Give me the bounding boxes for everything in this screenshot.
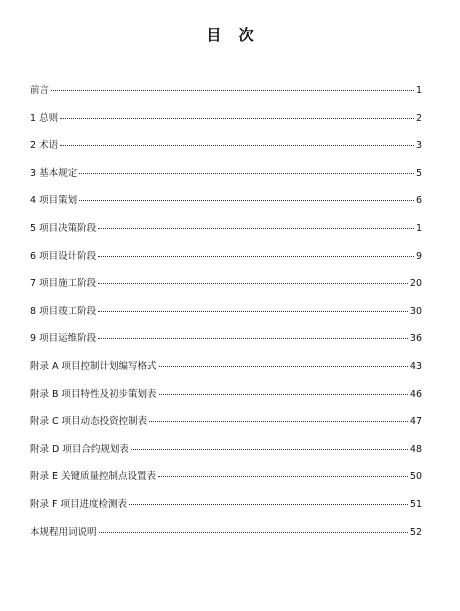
dot-leader (129, 504, 408, 505)
toc-entry-page-number: 1 (415, 222, 422, 234)
toc-entry[interactable] (30, 466, 422, 494)
toc-entry[interactable] (30, 384, 422, 412)
toc-entry-label: 7 项目施工阶段 (30, 278, 97, 290)
toc-entry[interactable] (30, 356, 422, 384)
toc-entry-page-number: 48 (409, 443, 422, 455)
toc-entry-page-number: 43 (409, 360, 422, 372)
toc-entry-label: 8 项目竣工阶段 (30, 305, 97, 317)
toc-entry-label: 2 术语 (30, 140, 59, 152)
toc-entry-label: 附录 F 项目进度检测表 (30, 498, 128, 510)
toc-entry-label: 前言 (30, 85, 50, 96)
toc-entry[interactable] (30, 522, 422, 550)
toc-entry-label: 3 基本规定 (30, 167, 78, 179)
toc-entry[interactable] (30, 439, 422, 467)
dot-leader (131, 449, 408, 450)
dot-leader (158, 476, 408, 477)
dot-leader (98, 283, 408, 284)
dot-leader (99, 532, 408, 533)
dot-leader (149, 421, 408, 422)
toc-entry[interactable] (30, 80, 422, 108)
toc-entry-page-number: 1 (415, 85, 422, 96)
toc-entry[interactable] (30, 273, 422, 301)
toc-entry[interactable] (30, 135, 422, 163)
dot-leader (98, 338, 408, 339)
dot-leader (159, 366, 408, 367)
toc-entry[interactable] (30, 190, 422, 218)
dot-leader (79, 173, 414, 174)
toc-entry[interactable] (30, 108, 422, 136)
toc-entry-page-number: 6 (415, 195, 422, 207)
toc-entry[interactable] (30, 218, 422, 246)
toc-entry-page-number: 30 (409, 305, 422, 317)
page-title: 目 次 (206, 26, 260, 44)
toc-entry-label: 9 项目运维阶段 (30, 333, 97, 345)
toc-entry-label: 1 总则 (30, 112, 59, 124)
toc-entry-page-number: 52 (409, 526, 422, 538)
toc-entry[interactable] (30, 411, 422, 439)
toc-entry-label: 附录 B 项目特性及初步策划表 (30, 388, 157, 400)
dot-leader (79, 200, 414, 201)
toc-entry-page-number: 46 (409, 388, 422, 400)
toc-entry[interactable] (30, 163, 422, 191)
table-of-contents (30, 80, 422, 549)
toc-entry-label: 6 项目设计阶段 (30, 250, 97, 262)
toc-entry-page-number: 20 (409, 278, 422, 290)
toc-entry[interactable] (30, 301, 422, 329)
toc-entry-page-number: 51 (409, 498, 422, 510)
dot-leader (60, 145, 414, 146)
toc-entry-label: 5 项目决策阶段 (30, 222, 97, 234)
toc-entry-page-number: 47 (409, 416, 422, 428)
toc-entry-page-number: 50 (409, 471, 422, 483)
toc-entry-page-number: 36 (409, 333, 422, 345)
toc-entry[interactable] (30, 328, 422, 356)
toc-entry-label: 附录 C 项目动态投资控制表 (30, 416, 148, 428)
dot-leader (159, 394, 408, 395)
dot-leader (98, 311, 408, 312)
dot-leader (98, 228, 414, 229)
toc-entry-page-number: 5 (415, 167, 422, 179)
toc-entry-page-number: 2 (415, 112, 422, 124)
dot-leader (51, 90, 414, 91)
toc-entry-label: 本规程用词说明 (30, 526, 97, 538)
toc-entry-label: 4 项目策划 (30, 195, 78, 207)
toc-entry-label: 附录 E 关键质量控制点设置表 (30, 471, 157, 483)
dot-leader (60, 118, 414, 119)
toc-entry-label: 附录 D 项目合约规划表 (30, 443, 129, 455)
toc-entry-page-number: 3 (415, 140, 422, 152)
toc-entry-label: 附录 A 项目控制计划编写格式 (30, 360, 157, 372)
toc-entry[interactable] (30, 494, 422, 522)
dot-leader (98, 256, 414, 257)
toc-entry[interactable] (30, 246, 422, 274)
toc-entry-page-number: 9 (415, 250, 422, 262)
